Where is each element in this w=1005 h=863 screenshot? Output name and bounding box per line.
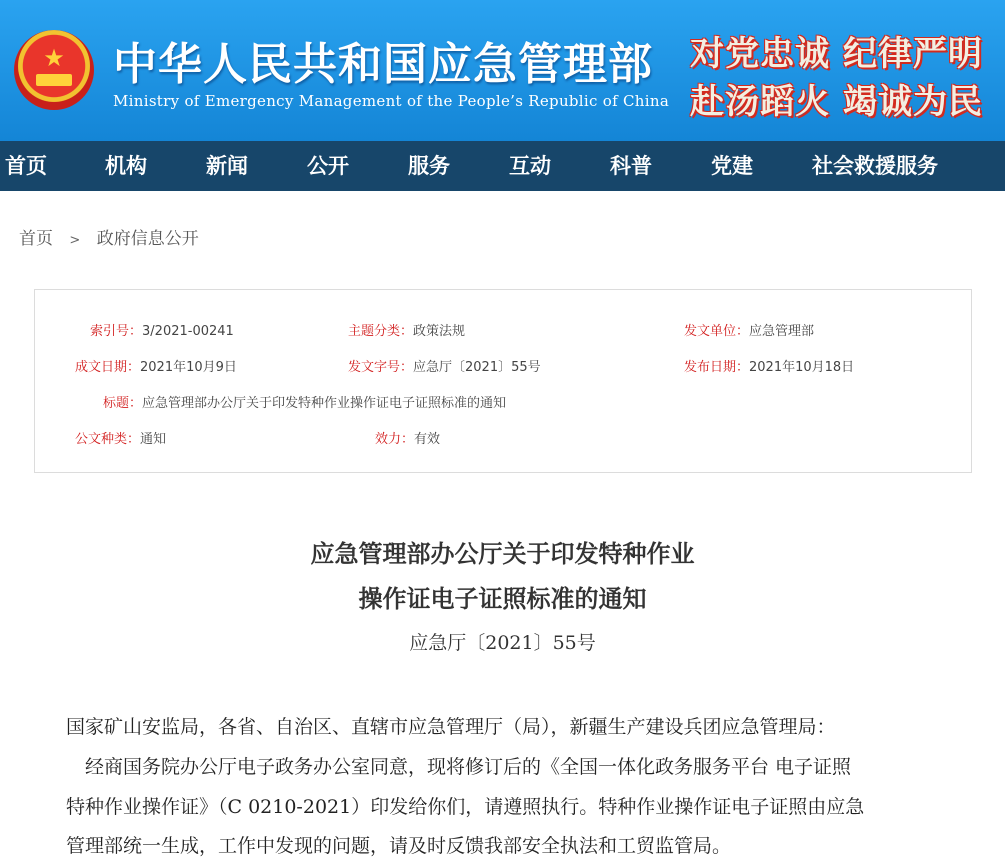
meta-doc-type [75,428,166,447]
meta-docno-label: 发文字号： [348,360,414,375]
article-body-line-2: 特种作业操作证》（C 0210-2021）印发给你们，请遵照执行。特种作业操作证电子证照由应急 [66,796,865,818]
meta-doc-number [348,356,541,375]
meta-index-value: 3/2021-00241 [142,324,234,339]
article-doc-number: 应急厅〔2021〕55号 [409,632,596,654]
slogan-line-1: 对党忠诚 纪律严明 [690,34,983,74]
meta-validity [375,428,440,447]
nav-institutions[interactable]: 机构 [105,154,147,178]
nav-disclosure[interactable]: 公开 [307,154,349,178]
breadcrumb-current-link[interactable]: 政府信息公开 [96,229,199,249]
meta-validity-value: 有效 [414,432,441,447]
meta-validity-label: 效力： [375,432,415,447]
meta-category-label: 主题分类： [348,324,414,339]
meta-written-date [75,356,237,375]
nav-services[interactable]: 服务 [408,154,450,178]
article-title-line-2: 操作证电子证照标准的通知 [358,584,647,613]
nav-news[interactable]: 新闻 [206,154,248,178]
meta-published-value: 2021年10月18日 [749,360,855,375]
breadcrumb [19,224,199,249]
meta-title-label: 标题： [103,396,143,411]
breadcrumb-separator: > [69,233,81,248]
meta-written-label: 成文日期： [75,360,141,375]
article-body-line-3: 管理部统一生成，工作中发现的问题，请及时反馈我部安全执法和工贸监管局。 [66,835,732,857]
meta-issuer [684,320,814,339]
meta-written-value: 2021年10月9日 [140,360,237,375]
main-nav [0,141,1005,191]
slogan-line-2: 赴汤蹈火 竭诚为民 [690,82,983,122]
meta-type-label: 公文种类： [75,432,141,447]
nav-home[interactable]: 首页 [5,154,47,178]
meta-category [348,320,465,339]
site-header [0,0,1005,141]
national-emblem-icon: ★ [14,30,94,110]
article-recipients: 国家矿山安监局，各省、自治区、直辖市应急管理厅（局），新疆生产建设兵团应急管理局： [66,716,836,738]
meta-index [90,320,234,339]
article-title-line-1: 应急管理部办公厅关于印发特种作业 [310,539,695,568]
site-title[interactable]: 中华人民共和国应急管理部 [113,39,653,90]
nav-rescue-services[interactable]: 社会救援服务 [812,154,938,178]
nav-interaction[interactable]: 互动 [509,154,551,178]
meta-published-label: 发布日期： [684,360,750,375]
article-body-line-1: 经商国务院办公厅电子政务办公室同意，现将修订后的《全国一体化政务服务平台 电子证照 [66,756,852,778]
document-meta-box [34,289,972,473]
meta-issuer-label: 发文单位： [684,324,750,339]
meta-index-label: 索引号： [90,324,143,339]
meta-title [103,392,506,411]
site-subtitle: Ministry of Emergency Management of the People’s Republic of China [113,92,670,110]
breadcrumb-home-link[interactable]: 首页 [19,229,53,249]
meta-issuer-value: 应急管理部 [749,324,815,339]
meta-category-value: 政策法规 [413,324,466,339]
nav-science[interactable]: 科普 [610,154,652,178]
meta-docno-value: 应急厅〔2021〕55号 [413,360,541,375]
meta-published-date [684,356,854,375]
meta-type-value: 通知 [140,432,167,447]
meta-title-value: 应急管理部办公厅关于印发特种作业操作证电子证照标准的通知 [142,396,507,411]
nav-party[interactable]: 党建 [711,154,753,178]
